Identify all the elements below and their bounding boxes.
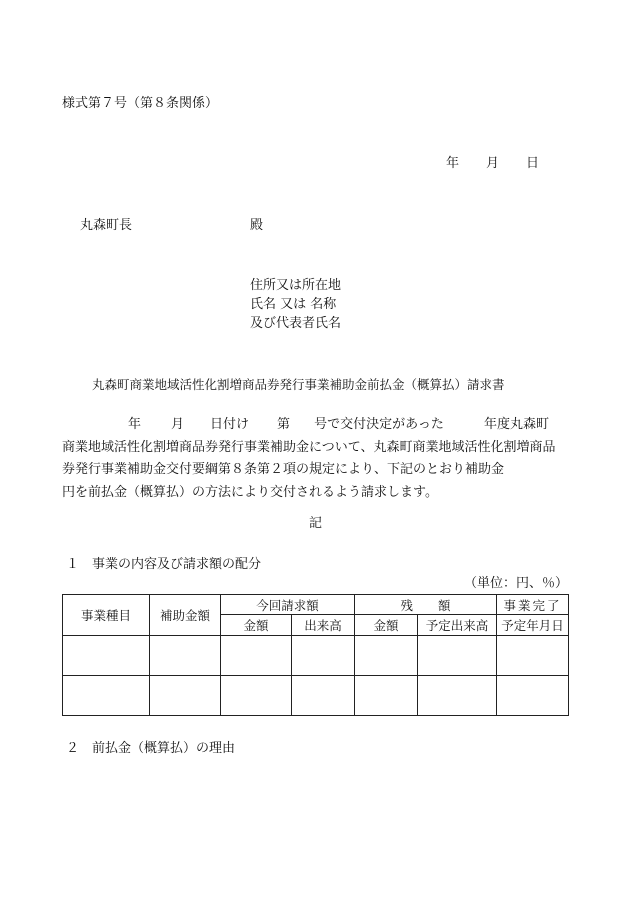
- table-cell: [355, 676, 418, 716]
- body-text1b: 年度丸森町: [483, 417, 549, 432]
- ki-heading: 記: [309, 516, 323, 531]
- table-cell: [497, 636, 569, 676]
- table-cell: [63, 676, 150, 716]
- table-row: [63, 676, 569, 716]
- table-row: [63, 636, 569, 676]
- paragraph-line-1: [62, 414, 582, 437]
- table-cell: [418, 636, 497, 676]
- table-cell: [221, 676, 292, 716]
- paragraph-line-4: 円を前払金（概算払）の方法により交付されるよう請求します。: [62, 484, 438, 500]
- table-cell: [150, 676, 221, 716]
- table-cell: [355, 636, 418, 676]
- header-progress: 出来高: [292, 615, 355, 636]
- header-planned-progress: 予定出来高: [418, 615, 497, 636]
- header-business-type: 事業種目: [63, 595, 150, 636]
- addressee-name: 丸森町長: [80, 218, 133, 233]
- table-cell: [150, 636, 221, 676]
- header-amount: 金額: [221, 615, 292, 636]
- section2-heading: ２ 前払金（概算払）の理由: [66, 741, 236, 756]
- table-cell: [497, 676, 569, 716]
- document-title: 丸森町商業地域活性化割増商品券発行事業補助金前払金（概算払）請求書: [92, 377, 505, 392]
- table-cell: [418, 676, 497, 716]
- addressee-honorific: 殿: [250, 218, 264, 233]
- table-cell: [63, 636, 150, 676]
- paragraph-line-3: 券発行事業補助金交付要綱第８条第２項の規定により、下記のとおり補助金: [62, 462, 505, 477]
- body-month: 月: [171, 417, 185, 432]
- table-cell: [292, 676, 355, 716]
- form-number: 様式第７号（第８条関係）: [62, 96, 219, 111]
- applicant-name-label: 氏名 又は 名称: [250, 297, 337, 312]
- date-day: 日: [526, 156, 540, 171]
- body-year: 年: [128, 417, 142, 432]
- request-paragraph: [62, 414, 582, 504]
- table-cell: [292, 636, 355, 676]
- date-year: 年: [446, 156, 460, 171]
- applicant-address-label: 住所又は所在地: [250, 278, 342, 293]
- body-text1: 号で交付決定があった: [314, 417, 444, 432]
- header-current-request: 今回請求額: [221, 595, 355, 615]
- allocation-table: [62, 594, 569, 716]
- header-subsidy-amount: 補助金額: [150, 595, 221, 636]
- paragraph-line-2: 商業地域活性化割増商品券発行事業補助金について、丸森町商業地域活性化割増商品: [62, 439, 556, 455]
- header-remaining: 残 額: [355, 595, 497, 615]
- header-amount-remaining: 金額: [355, 615, 418, 636]
- body-dai: 第: [277, 417, 291, 432]
- body-day-dated: 日付け: [210, 417, 250, 432]
- unit-label: （単位：円、％）: [464, 576, 569, 591]
- section1-heading: １ 事業の内容及び請求額の配分: [66, 557, 262, 572]
- date-month: 月: [486, 156, 500, 171]
- table-cell: [221, 636, 292, 676]
- applicant-rep-label: 及び代表者氏名: [250, 316, 342, 331]
- header-completion: 事業完了: [497, 595, 569, 615]
- header-planned-date: 予定年月日: [497, 615, 569, 636]
